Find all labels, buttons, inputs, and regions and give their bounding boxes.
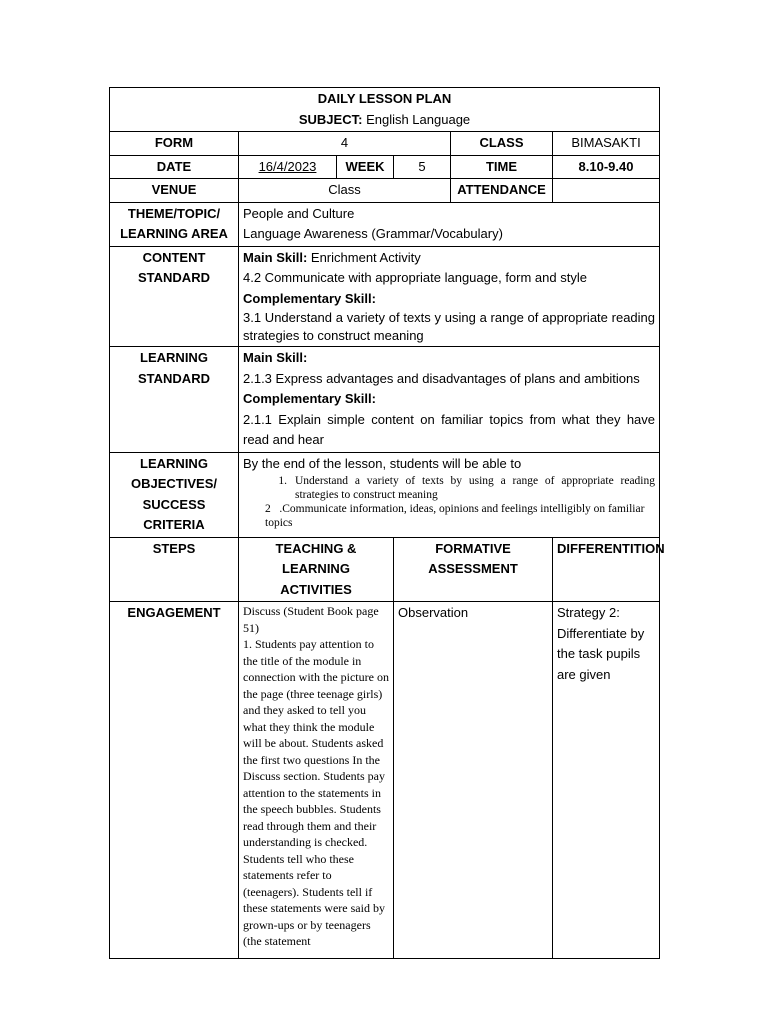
document-title: DAILY LESSON PLAN bbox=[317, 91, 452, 106]
content-main-skill bbox=[243, 248, 655, 269]
date-label: DATE bbox=[110, 155, 239, 179]
objective-number: 2 bbox=[265, 503, 271, 515]
title-row bbox=[110, 88, 660, 132]
objectives-intro: By the end of the lesson, students will be able to bbox=[243, 455, 522, 471]
objective-text: Understand a variety of texts by using a range of appropriate reading strategies to construct meaning bbox=[295, 475, 656, 501]
engagement-differentiation: Strategy 2: Differentiate by the task pupils are given bbox=[553, 602, 660, 959]
form-value: 4 bbox=[239, 132, 451, 156]
content-comp-detail: 3.1 Understand a variety of texts y using a range of appropriate reading strategies to construct meaning bbox=[243, 310, 656, 343]
activities-header-line-2: ACTIVITIES bbox=[280, 581, 352, 597]
engagement-assessment: Observation bbox=[394, 602, 553, 959]
theme-label-line-1: THEME/TOPIC/ bbox=[127, 205, 221, 221]
objectives-label-line-2: OBJECTIVES/ bbox=[131, 476, 217, 491]
form-label: FORM bbox=[110, 132, 239, 156]
objective-number: 1. bbox=[278, 475, 287, 487]
learning-standard-label-line-1: LEARNING bbox=[140, 350, 208, 365]
subject-line bbox=[114, 110, 655, 131]
learning-main-detail: 2.1.3 Express advantages and disadvantages of plans and ambitions bbox=[243, 370, 640, 386]
engagement-step: ENGAGEMENT bbox=[110, 602, 239, 959]
form-row bbox=[110, 132, 660, 156]
content-standard-label bbox=[110, 246, 239, 347]
engagement-activity-body: 1. Students pay attention to the title of the module in connection with the picture on the page (three teenage girls) and they asked to tell you what they think the module will be about. Students asked the first two questions In the Discuss section. Students pay attention to the statements in the speech bubbles. Students read through them and their understanding is checked. Students tell who these statements refer to (teenagers). Students tell if these statements were said by grown-ups or by teenagers (the statement bbox=[243, 637, 389, 948]
content-standard-label-line-2: STANDARD bbox=[138, 270, 210, 285]
content-main-detail: 4.2 Communicate with appropriate language, form and style bbox=[243, 270, 587, 285]
subject-label: SUBJECT: bbox=[298, 111, 363, 127]
content-comp-skill-label: Complementary Skill: bbox=[243, 290, 376, 306]
engagement-activities bbox=[239, 602, 394, 959]
learning-standard-label-line-2: STANDARD bbox=[138, 370, 210, 386]
objectives-value bbox=[239, 452, 660, 537]
learning-comp-detail: 2.1.1 Explain simple content on familiar topics from what they have read and hear bbox=[243, 411, 656, 447]
content-standard-row bbox=[110, 246, 660, 347]
attendance-label: ATTENDANCE bbox=[451, 179, 553, 203]
learning-standard-label bbox=[110, 347, 239, 453]
learning-standard-value bbox=[239, 347, 660, 453]
venue-row bbox=[110, 179, 660, 203]
learning-standard-row bbox=[110, 347, 660, 453]
venue-value: Class bbox=[239, 179, 451, 203]
date-value: 16/4/2023 bbox=[239, 155, 337, 179]
venue-label: VENUE bbox=[110, 179, 239, 203]
theme-value bbox=[239, 202, 660, 246]
objectives-list bbox=[243, 474, 655, 530]
steps-header: STEPS bbox=[110, 537, 239, 602]
lesson-plan-table bbox=[109, 87, 665, 959]
objective-text: .Communicate information, ideas, opinions and feelings intelligibly on familiar topics bbox=[265, 503, 645, 529]
objective-item bbox=[243, 502, 655, 530]
theme-line-2: Language Awareness (Grammar/Vocabulary) bbox=[243, 226, 503, 241]
class-value: BIMASAKTI bbox=[553, 132, 660, 156]
theme-line-1: People and Culture bbox=[243, 205, 355, 221]
theme-row bbox=[110, 202, 660, 246]
objectives-label bbox=[110, 452, 239, 537]
learning-main-skill-label: Main Skill: bbox=[243, 350, 308, 365]
assessment-header bbox=[394, 537, 553, 602]
objectives-label-line-1: LEARNING bbox=[140, 455, 208, 471]
subject-value: English Language bbox=[366, 111, 471, 127]
activities-header bbox=[239, 537, 394, 602]
content-main-skill-label: Main Skill: bbox=[243, 249, 308, 265]
assessment-header-line-1: FORMATIVE bbox=[435, 540, 511, 556]
time-value: 8.10-9.40 bbox=[553, 155, 660, 179]
learning-comp-skill-label: Complementary Skill: bbox=[243, 391, 376, 406]
activities-header-line-1: TEACHING & LEARNING bbox=[275, 540, 357, 576]
differentiation-header: DIFFERENTITION bbox=[553, 537, 660, 602]
content-standard-label-line-1: CONTENT bbox=[142, 249, 206, 265]
theme-label bbox=[110, 202, 239, 246]
content-main-skill-value: Enrichment Activity bbox=[307, 249, 421, 265]
week-value: 5 bbox=[394, 155, 451, 179]
engagement-row bbox=[110, 602, 660, 959]
content-standard-value bbox=[239, 246, 660, 347]
time-label: TIME bbox=[451, 155, 553, 179]
objective-item bbox=[243, 474, 655, 502]
engagement-activity-intro: Discuss (Student Book page 51) bbox=[243, 604, 379, 635]
class-label: CLASS bbox=[451, 132, 553, 156]
steps-header-row bbox=[110, 537, 660, 602]
assessment-header-line-2: ASSESSMENT bbox=[428, 561, 518, 576]
objectives-label-line-3: SUCCESS bbox=[142, 496, 206, 512]
week-label: WEEK bbox=[337, 155, 394, 179]
date-row bbox=[110, 155, 660, 179]
theme-label-line-2: LEARNING AREA bbox=[120, 226, 228, 241]
objectives-label-line-4: CRITERIA bbox=[143, 517, 205, 532]
objectives-row bbox=[110, 452, 660, 537]
attendance-value bbox=[553, 179, 660, 203]
